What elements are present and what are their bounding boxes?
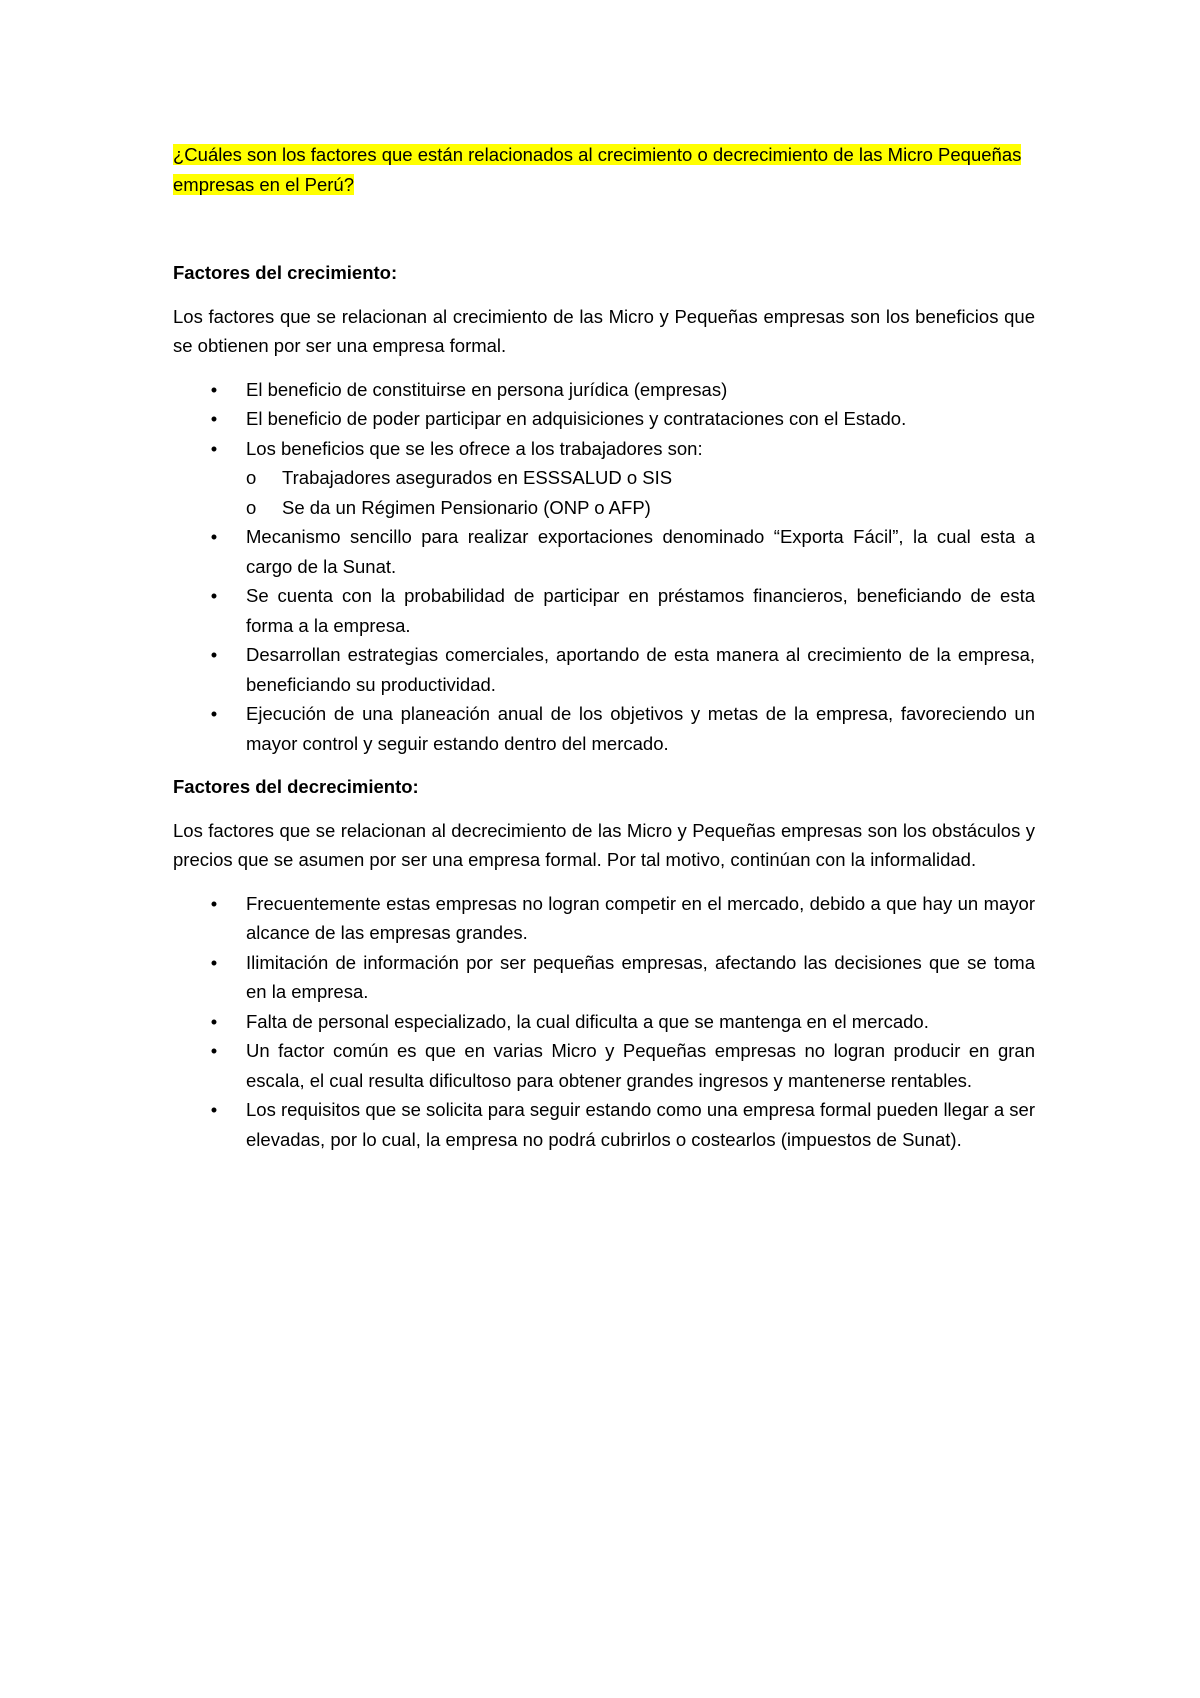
bullet-icon: •	[210, 892, 218, 914]
growth-list	[173, 375, 1035, 759]
bullet-icon: •	[210, 1040, 218, 1061]
list-item: • El beneficio de poder participar en adquisiciones y contrataciones con el Estado.	[173, 404, 1035, 434]
bullet-icon: •	[210, 703, 218, 724]
list-item: • Se cuenta con la probabilidad de participar en préstamos financieros, beneficiando de esta forma a la empresa.	[173, 581, 1035, 640]
list-item: • Frecuentemente estas empresas no logran competir en el mercado, debido a que hay un mayor alcance de las empresas grandes.	[173, 889, 1035, 948]
list-item: • Ilimitación de información por ser pequeñas empresas, afectando las decisiones que se toma en la empresa.	[173, 948, 1035, 1007]
bullet-icon: •	[210, 1099, 218, 1120]
growth-sublist	[246, 463, 1035, 522]
bullet-icon: •	[210, 951, 218, 973]
highlighted-question: ¿Cuáles son los factores que están relacionados al crecimiento o decrecimiento de las Micro Pequeñas empresas en el Perú?	[173, 144, 1022, 195]
decline-heading: Factores del decrecimiento:	[173, 776, 419, 797]
list-item: • Ejecución de una planeación anual de los objetivos y metas de la empresa, favoreciendo un mayor control y seguir estando dentro del mercado.	[173, 699, 1035, 758]
document-page	[173, 140, 1035, 1154]
growth-intro: Los factores que se relacionan al crecimiento de las Micro y Pequeñas empresas son los beneficios que se obtienen por ser una empresa formal.	[173, 305, 1035, 356]
list-item: • Desarrollan estrategias comerciales, aportando de esta manera al crecimiento de la empresa, beneficiando su productividad.	[173, 640, 1035, 699]
question-title	[173, 140, 1035, 199]
spacer	[173, 199, 1035, 258]
bullet-icon: •	[210, 1010, 218, 1032]
decline-list	[173, 889, 1035, 1155]
circle-bullet-icon: o	[246, 496, 257, 518]
bullet-icon: •	[210, 644, 218, 665]
sublist-item: o Trabajadores asegurados en ESSSALUD o SIS	[246, 463, 1035, 493]
circle-bullet-icon: o	[246, 467, 257, 488]
bullet-icon: •	[210, 526, 218, 547]
list-item: • Un factor común es que en varias Micro y Pequeñas empresas no logran producir en gran escala, el cual resulta dificultoso para obtener grandes ingresos y mantenerse rentables.	[173, 1036, 1035, 1095]
list-item: • El beneficio de constituirse en persona jurídica (empresas)	[173, 375, 1035, 405]
list-item: • Los requisitos que se solicita para seguir estando como una empresa formal pueden llegar a ser elevadas, por lo cual, la empresa no podrá cubrirlos o costearlos (impuestos de Sunat).	[173, 1095, 1035, 1154]
bullet-icon: •	[210, 408, 218, 429]
decline-intro: Los factores que se relacionan al decrecimiento de las Micro y Pequeñas empresas son los obstáculos y precios que se asumen por ser una empresa formal. Por tal motivo, continúan con la informalidad.	[173, 819, 1035, 870]
bullet-icon: •	[210, 378, 218, 400]
sublist-item: o Se da un Régimen Pensionario (ONP o AFP)	[246, 493, 1035, 523]
bullet-icon: •	[210, 585, 218, 606]
list-item: • Mecanismo sencillo para realizar exportaciones denominado “Exporta Fácil”, la cual esta a cargo de la Sunat.	[173, 522, 1035, 581]
list-item: • Los beneficios que se les ofrece a los trabajadores son: o Trabajadores asegurados en ESSSALUD o SIS o Se da un Régimen Pensionario (ONP o AFP)	[173, 434, 1035, 523]
bullet-icon: •	[210, 437, 218, 459]
growth-heading: Factores del crecimiento:	[173, 262, 398, 283]
list-item: • Falta de personal especializado, la cual dificulta a que se mantenga en el mercado.	[173, 1007, 1035, 1037]
